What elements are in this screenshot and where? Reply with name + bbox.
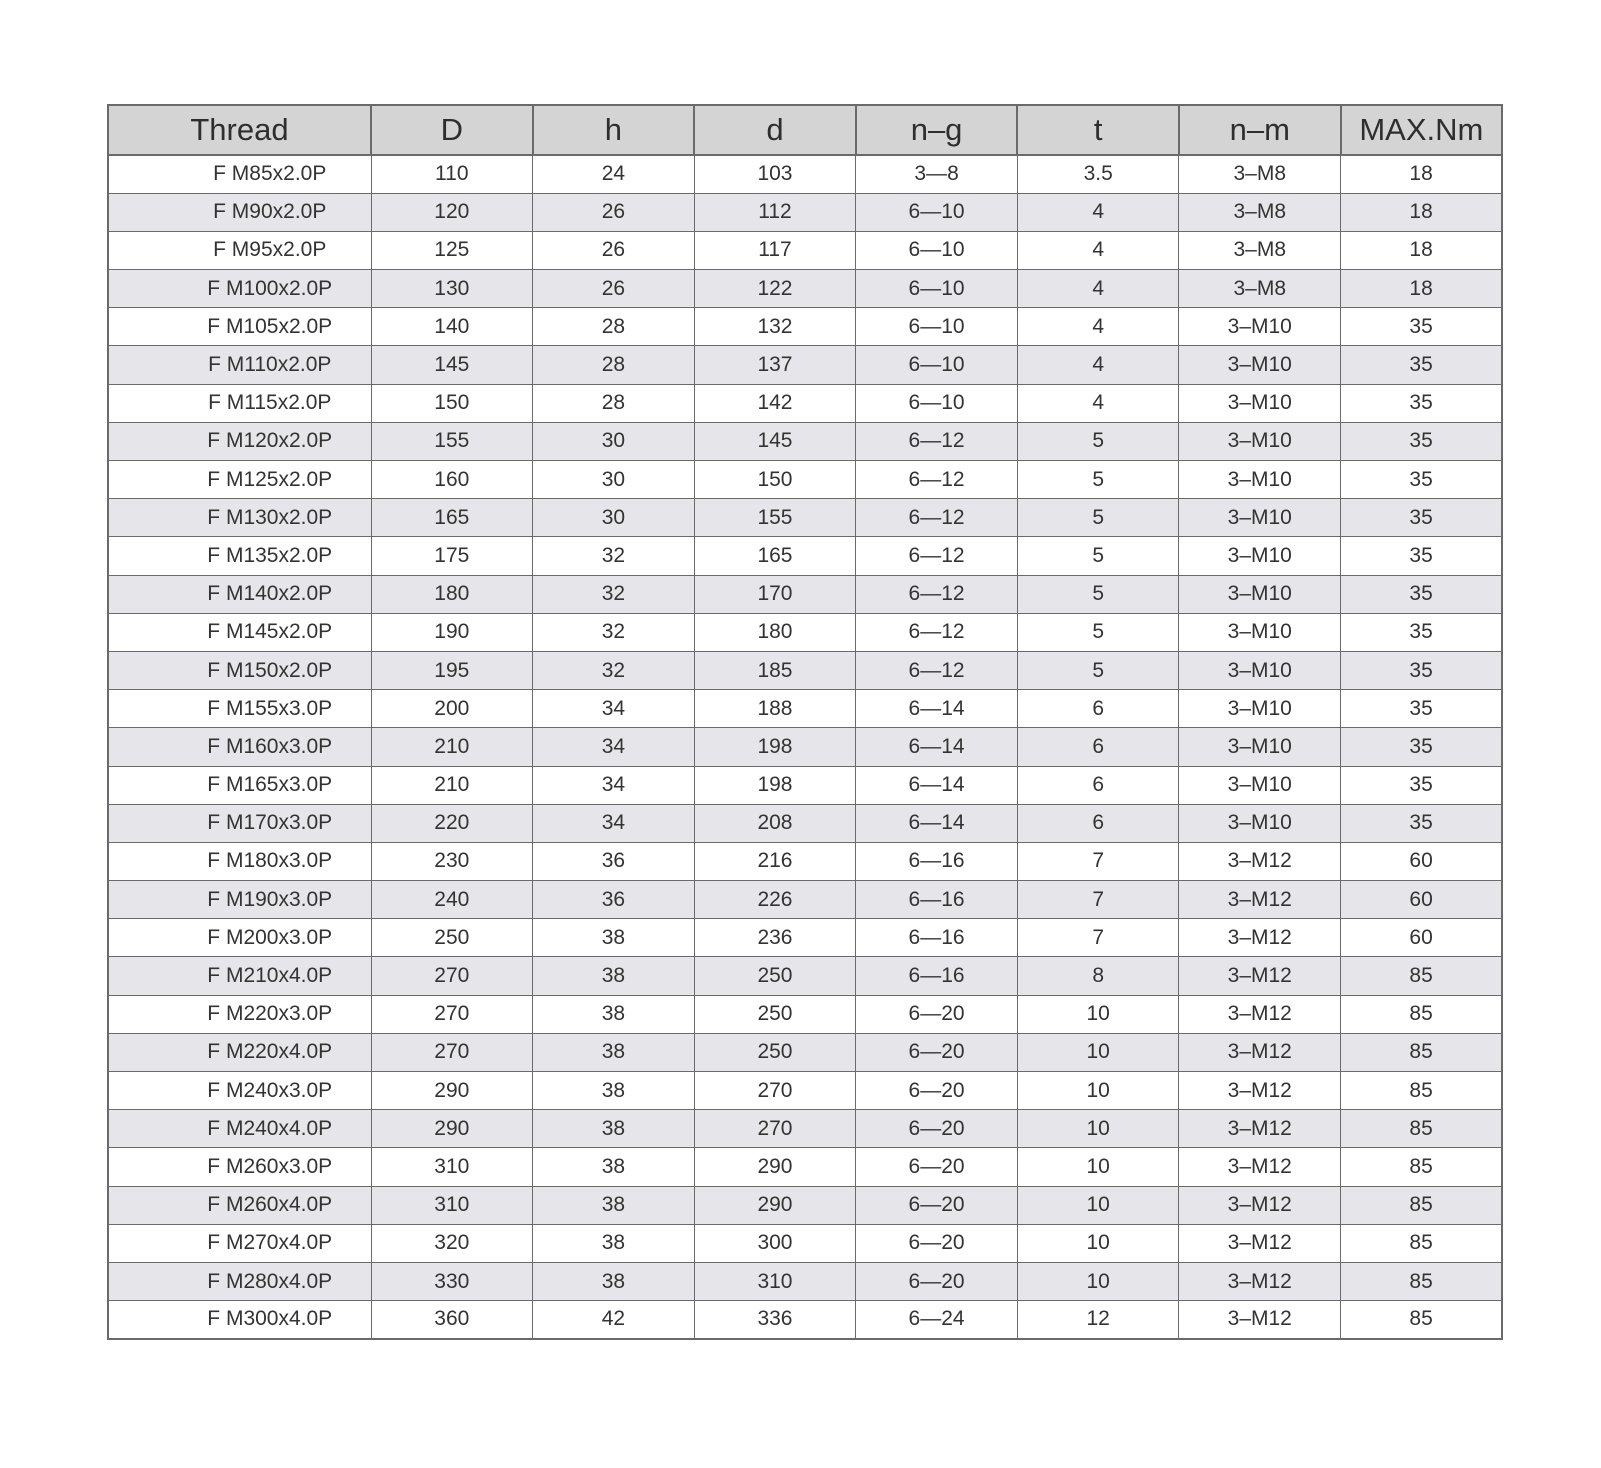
- cell-n-g: 6—14: [856, 804, 1018, 842]
- cell-thread: F M220x4.0P: [108, 1033, 371, 1071]
- cell-t: 5: [1017, 461, 1179, 499]
- cell-d-outer: 160: [371, 461, 533, 499]
- cell-n-g: 3—8: [856, 155, 1018, 193]
- cell-n-m: 3–M12: [1179, 1148, 1341, 1186]
- cell-d-outer: 240: [371, 881, 533, 919]
- cell-n-m: 3–M10: [1179, 613, 1341, 651]
- cell-d-outer: 180: [371, 575, 533, 613]
- cell-thread: F M135x2.0P: [108, 537, 371, 575]
- cell-max-nm: 35: [1341, 308, 1503, 346]
- cell-n-g: 6—12: [856, 575, 1018, 613]
- cell-max-nm: 85: [1341, 1072, 1503, 1110]
- cell-h: 38: [533, 1110, 695, 1148]
- cell-n-m: 3–M12: [1179, 1186, 1341, 1224]
- cell-thread: F M190x3.0P: [108, 881, 371, 919]
- cell-h: 30: [533, 499, 695, 537]
- table-row: [108, 422, 1502, 460]
- cell-n-m: 3–M10: [1179, 575, 1341, 613]
- cell-n-g: 6—14: [856, 728, 1018, 766]
- cell-d-outer: 125: [371, 231, 533, 269]
- cell-d-inner: 198: [694, 728, 856, 766]
- table-row: [108, 613, 1502, 651]
- cell-h: 38: [533, 1186, 695, 1224]
- cell-n-g: 6—20: [856, 1148, 1018, 1186]
- cell-d-inner: 112: [694, 193, 856, 231]
- cell-d-inner: 145: [694, 422, 856, 460]
- cell-thread: F M300x4.0P: [108, 1301, 371, 1339]
- cell-max-nm: 18: [1341, 193, 1503, 231]
- cell-max-nm: 18: [1341, 155, 1503, 193]
- cell-thread: F M160x3.0P: [108, 728, 371, 766]
- cell-n-g: 6—12: [856, 537, 1018, 575]
- cell-h: 32: [533, 575, 695, 613]
- cell-n-m: 3–M12: [1179, 1301, 1341, 1339]
- cell-h: 34: [533, 728, 695, 766]
- cell-n-m: 3–M12: [1179, 1072, 1341, 1110]
- cell-max-nm: 60: [1341, 881, 1503, 919]
- cell-thread: F M85x2.0P: [108, 155, 371, 193]
- cell-h: 36: [533, 881, 695, 919]
- cell-n-g: 6—20: [856, 995, 1018, 1033]
- column-header-d-outer: D: [371, 105, 533, 155]
- cell-d-inner: 250: [694, 995, 856, 1033]
- thread-spec-table: [107, 104, 1503, 1340]
- cell-d-inner: 180: [694, 613, 856, 651]
- cell-t: 5: [1017, 575, 1179, 613]
- cell-t: 4: [1017, 193, 1179, 231]
- cell-h: 38: [533, 1033, 695, 1071]
- cell-t: 10: [1017, 1033, 1179, 1071]
- cell-n-m: 3–M10: [1179, 728, 1341, 766]
- table-row: [108, 1110, 1502, 1148]
- cell-d-inner: 188: [694, 690, 856, 728]
- cell-thread: F M260x3.0P: [108, 1148, 371, 1186]
- cell-n-m: 3–M10: [1179, 461, 1341, 499]
- cell-thread: F M130x2.0P: [108, 499, 371, 537]
- cell-h: 26: [533, 231, 695, 269]
- cell-d-inner: 170: [694, 575, 856, 613]
- cell-thread: F M210x4.0P: [108, 957, 371, 995]
- cell-h: 24: [533, 155, 695, 193]
- cell-n-m: 3–M10: [1179, 766, 1341, 804]
- cell-d-inner: 137: [694, 346, 856, 384]
- cell-thread: F M280x4.0P: [108, 1262, 371, 1300]
- table-row: [108, 804, 1502, 842]
- cell-d-inner: 300: [694, 1224, 856, 1262]
- cell-h: 26: [533, 270, 695, 308]
- cell-n-g: 6—20: [856, 1262, 1018, 1300]
- cell-t: 10: [1017, 995, 1179, 1033]
- cell-max-nm: 35: [1341, 804, 1503, 842]
- cell-n-m: 3–M12: [1179, 1224, 1341, 1262]
- cell-thread: F M240x3.0P: [108, 1072, 371, 1110]
- cell-t: 6: [1017, 766, 1179, 804]
- cell-t: 10: [1017, 1110, 1179, 1148]
- cell-d-inner: 142: [694, 384, 856, 422]
- cell-t: 6: [1017, 690, 1179, 728]
- cell-n-g: 6—20: [856, 1110, 1018, 1148]
- table-row: [108, 499, 1502, 537]
- cell-h: 38: [533, 957, 695, 995]
- cell-n-g: 6—16: [856, 919, 1018, 957]
- cell-thread: F M145x2.0P: [108, 613, 371, 651]
- cell-n-m: 3–M10: [1179, 308, 1341, 346]
- cell-n-g: 6—12: [856, 422, 1018, 460]
- cell-d-outer: 190: [371, 613, 533, 651]
- cell-d-inner: 336: [694, 1301, 856, 1339]
- cell-h: 38: [533, 1148, 695, 1186]
- cell-max-nm: 18: [1341, 231, 1503, 269]
- cell-h: 28: [533, 346, 695, 384]
- cell-d-inner: 155: [694, 499, 856, 537]
- cell-n-m: 3–M12: [1179, 957, 1341, 995]
- cell-d-outer: 140: [371, 308, 533, 346]
- cell-thread: F M170x3.0P: [108, 804, 371, 842]
- cell-d-inner: 132: [694, 308, 856, 346]
- cell-d-inner: 103: [694, 155, 856, 193]
- cell-t: 3.5: [1017, 155, 1179, 193]
- cell-max-nm: 35: [1341, 422, 1503, 460]
- cell-n-g: 6—16: [856, 842, 1018, 880]
- cell-thread: F M110x2.0P: [108, 346, 371, 384]
- cell-d-outer: 165: [371, 499, 533, 537]
- cell-t: 6: [1017, 804, 1179, 842]
- cell-n-g: 6—16: [856, 957, 1018, 995]
- cell-thread: F M95x2.0P: [108, 231, 371, 269]
- cell-n-m: 3–M10: [1179, 537, 1341, 575]
- cell-h: 38: [533, 1072, 695, 1110]
- table-row: [108, 1262, 1502, 1300]
- cell-d-outer: 270: [371, 957, 533, 995]
- table-row: [108, 842, 1502, 880]
- column-header-thread: Thread: [108, 105, 371, 155]
- cell-max-nm: 35: [1341, 651, 1503, 689]
- table-row: [108, 1186, 1502, 1224]
- cell-d-outer: 210: [371, 728, 533, 766]
- table-row: [108, 270, 1502, 308]
- table-row: [108, 881, 1502, 919]
- cell-h: 34: [533, 804, 695, 842]
- table-row: [108, 1148, 1502, 1186]
- cell-n-g: 6—20: [856, 1186, 1018, 1224]
- header-row: [108, 105, 1502, 155]
- cell-max-nm: 35: [1341, 613, 1503, 651]
- cell-thread: F M105x2.0P: [108, 308, 371, 346]
- cell-d-inner: 270: [694, 1110, 856, 1148]
- cell-d-inner: 185: [694, 651, 856, 689]
- table-row: [108, 193, 1502, 231]
- cell-t: 6: [1017, 728, 1179, 766]
- cell-thread: F M100x2.0P: [108, 270, 371, 308]
- table-row: [108, 1224, 1502, 1262]
- cell-d-outer: 220: [371, 804, 533, 842]
- cell-n-g: 6—12: [856, 461, 1018, 499]
- cell-t: 4: [1017, 231, 1179, 269]
- table-row: [108, 1033, 1502, 1071]
- cell-h: 38: [533, 1224, 695, 1262]
- cell-d-outer: 210: [371, 766, 533, 804]
- cell-n-m: 3–M10: [1179, 651, 1341, 689]
- cell-h: 38: [533, 995, 695, 1033]
- cell-thread: F M240x4.0P: [108, 1110, 371, 1148]
- cell-d-inner: 150: [694, 461, 856, 499]
- column-header-d-inner: d: [694, 105, 856, 155]
- cell-max-nm: 85: [1341, 1301, 1503, 1339]
- cell-h: 30: [533, 461, 695, 499]
- cell-thread: F M180x3.0P: [108, 842, 371, 880]
- cell-t: 5: [1017, 422, 1179, 460]
- cell-h: 36: [533, 842, 695, 880]
- cell-n-g: 6—10: [856, 384, 1018, 422]
- cell-h: 34: [533, 766, 695, 804]
- cell-n-m: 3–M10: [1179, 499, 1341, 537]
- cell-n-m: 3–M12: [1179, 842, 1341, 880]
- cell-d-outer: 195: [371, 651, 533, 689]
- cell-t: 4: [1017, 270, 1179, 308]
- cell-thread: F M115x2.0P: [108, 384, 371, 422]
- cell-d-outer: 290: [371, 1110, 533, 1148]
- cell-n-g: 6—20: [856, 1224, 1018, 1262]
- cell-t: 10: [1017, 1148, 1179, 1186]
- cell-n-m: 3–M10: [1179, 384, 1341, 422]
- column-header-n-m: n–m: [1179, 105, 1341, 155]
- cell-d-inner: 165: [694, 537, 856, 575]
- cell-h: 32: [533, 613, 695, 651]
- cell-t: 5: [1017, 651, 1179, 689]
- column-header-t: t: [1017, 105, 1179, 155]
- cell-n-g: 6—10: [856, 231, 1018, 269]
- cell-n-m: 3–M12: [1179, 1110, 1341, 1148]
- cell-n-m: 3–M12: [1179, 919, 1341, 957]
- cell-d-inner: 290: [694, 1186, 856, 1224]
- cell-h: 38: [533, 1262, 695, 1300]
- cell-d-outer: 130: [371, 270, 533, 308]
- cell-n-g: 6—10: [856, 308, 1018, 346]
- cell-h: 28: [533, 308, 695, 346]
- cell-max-nm: 85: [1341, 957, 1503, 995]
- cell-thread: F M125x2.0P: [108, 461, 371, 499]
- cell-thread: F M90x2.0P: [108, 193, 371, 231]
- cell-n-m: 3–M10: [1179, 690, 1341, 728]
- cell-d-outer: 310: [371, 1186, 533, 1224]
- cell-d-inner: 208: [694, 804, 856, 842]
- cell-n-m: 3–M10: [1179, 422, 1341, 460]
- cell-thread: F M200x3.0P: [108, 919, 371, 957]
- cell-thread: F M150x2.0P: [108, 651, 371, 689]
- column-header-h: h: [533, 105, 695, 155]
- cell-t: 7: [1017, 881, 1179, 919]
- cell-max-nm: 60: [1341, 919, 1503, 957]
- cell-n-g: 6—12: [856, 651, 1018, 689]
- cell-n-g: 6—14: [856, 690, 1018, 728]
- table-row: [108, 461, 1502, 499]
- cell-h: 26: [533, 193, 695, 231]
- cell-d-outer: 360: [371, 1301, 533, 1339]
- cell-thread: F M155x3.0P: [108, 690, 371, 728]
- cell-h: 32: [533, 651, 695, 689]
- cell-d-inner: 122: [694, 270, 856, 308]
- cell-n-g: 6—20: [856, 1072, 1018, 1110]
- cell-thread: F M140x2.0P: [108, 575, 371, 613]
- cell-d-outer: 200: [371, 690, 533, 728]
- cell-d-outer: 230: [371, 842, 533, 880]
- cell-n-m: 3–M12: [1179, 1262, 1341, 1300]
- table-row: [108, 957, 1502, 995]
- cell-max-nm: 60: [1341, 842, 1503, 880]
- cell-n-m: 3–M12: [1179, 1033, 1341, 1071]
- cell-d-inner: 270: [694, 1072, 856, 1110]
- cell-n-m: 3–M10: [1179, 804, 1341, 842]
- cell-d-inner: 310: [694, 1262, 856, 1300]
- cell-n-m: 3–M8: [1179, 193, 1341, 231]
- cell-n-g: 6—10: [856, 270, 1018, 308]
- cell-n-m: 3–M8: [1179, 231, 1341, 269]
- cell-n-g: 6—14: [856, 766, 1018, 804]
- cell-max-nm: 85: [1341, 1224, 1503, 1262]
- cell-n-g: 6—10: [856, 346, 1018, 384]
- cell-max-nm: 85: [1341, 1186, 1503, 1224]
- cell-t: 5: [1017, 613, 1179, 651]
- cell-t: 10: [1017, 1186, 1179, 1224]
- cell-h: 38: [533, 919, 695, 957]
- cell-n-m: 3–M12: [1179, 995, 1341, 1033]
- cell-t: 10: [1017, 1262, 1179, 1300]
- cell-max-nm: 35: [1341, 728, 1503, 766]
- column-header-max-nm: MAX.Nm: [1341, 105, 1503, 155]
- cell-h: 28: [533, 384, 695, 422]
- cell-d-outer: 270: [371, 995, 533, 1033]
- cell-d-outer: 145: [371, 346, 533, 384]
- cell-thread: F M220x3.0P: [108, 995, 371, 1033]
- table-row: [108, 308, 1502, 346]
- cell-d-inner: 198: [694, 766, 856, 804]
- cell-max-nm: 35: [1341, 346, 1503, 384]
- cell-h: 32: [533, 537, 695, 575]
- cell-d-outer: 320: [371, 1224, 533, 1262]
- cell-n-g: 6—24: [856, 1301, 1018, 1339]
- table-row: [108, 384, 1502, 422]
- cell-t: 4: [1017, 308, 1179, 346]
- cell-max-nm: 85: [1341, 995, 1503, 1033]
- cell-h: 34: [533, 690, 695, 728]
- cell-t: 8: [1017, 957, 1179, 995]
- cell-d-inner: 236: [694, 919, 856, 957]
- cell-t: 7: [1017, 919, 1179, 957]
- cell-max-nm: 85: [1341, 1262, 1503, 1300]
- cell-t: 5: [1017, 537, 1179, 575]
- cell-max-nm: 35: [1341, 690, 1503, 728]
- table-row: [108, 651, 1502, 689]
- cell-t: 10: [1017, 1224, 1179, 1262]
- cell-d-outer: 310: [371, 1148, 533, 1186]
- cell-max-nm: 85: [1341, 1148, 1503, 1186]
- table-row: [108, 537, 1502, 575]
- cell-t: 4: [1017, 346, 1179, 384]
- cell-thread: F M260x4.0P: [108, 1186, 371, 1224]
- cell-max-nm: 35: [1341, 461, 1503, 499]
- cell-n-m: 3–M10: [1179, 346, 1341, 384]
- cell-d-outer: 175: [371, 537, 533, 575]
- table-row: [108, 1301, 1502, 1339]
- table-body: [108, 155, 1502, 1339]
- cell-t: 7: [1017, 842, 1179, 880]
- cell-d-outer: 290: [371, 1072, 533, 1110]
- cell-max-nm: 85: [1341, 1110, 1503, 1148]
- table-row: [108, 1072, 1502, 1110]
- cell-max-nm: 85: [1341, 1033, 1503, 1071]
- cell-t: 10: [1017, 1072, 1179, 1110]
- cell-max-nm: 18: [1341, 270, 1503, 308]
- cell-d-inner: 250: [694, 1033, 856, 1071]
- table-row: [108, 919, 1502, 957]
- cell-n-m: 3–M8: [1179, 155, 1341, 193]
- cell-n-g: 6—20: [856, 1033, 1018, 1071]
- cell-d-inner: 216: [694, 842, 856, 880]
- cell-n-m: 3–M8: [1179, 270, 1341, 308]
- table-row: [108, 690, 1502, 728]
- table-row: [108, 231, 1502, 269]
- table-header: [108, 105, 1502, 155]
- cell-d-outer: 120: [371, 193, 533, 231]
- cell-thread: F M165x3.0P: [108, 766, 371, 804]
- cell-d-outer: 150: [371, 384, 533, 422]
- cell-d-outer: 250: [371, 919, 533, 957]
- table-row: [108, 728, 1502, 766]
- cell-t: 5: [1017, 499, 1179, 537]
- cell-h: 42: [533, 1301, 695, 1339]
- cell-d-inner: 117: [694, 231, 856, 269]
- cell-d-inner: 290: [694, 1148, 856, 1186]
- cell-t: 4: [1017, 384, 1179, 422]
- cell-t: 12: [1017, 1301, 1179, 1339]
- cell-d-outer: 110: [371, 155, 533, 193]
- table-row: [108, 155, 1502, 193]
- cell-d-outer: 330: [371, 1262, 533, 1300]
- cell-d-outer: 270: [371, 1033, 533, 1071]
- cell-n-g: 6—12: [856, 499, 1018, 537]
- column-header-n-g: n–g: [856, 105, 1018, 155]
- table-row: [108, 766, 1502, 804]
- cell-n-g: 6—10: [856, 193, 1018, 231]
- cell-n-g: 6—16: [856, 881, 1018, 919]
- cell-d-inner: 226: [694, 881, 856, 919]
- cell-max-nm: 35: [1341, 384, 1503, 422]
- cell-thread: F M120x2.0P: [108, 422, 371, 460]
- cell-h: 30: [533, 422, 695, 460]
- table-row: [108, 995, 1502, 1033]
- cell-n-g: 6—12: [856, 613, 1018, 651]
- cell-d-inner: 250: [694, 957, 856, 995]
- table-row: [108, 575, 1502, 613]
- cell-n-m: 3–M12: [1179, 881, 1341, 919]
- cell-max-nm: 35: [1341, 575, 1503, 613]
- cell-max-nm: 35: [1341, 766, 1503, 804]
- cell-max-nm: 35: [1341, 537, 1503, 575]
- cell-thread: F M270x4.0P: [108, 1224, 371, 1262]
- table-row: [108, 346, 1502, 384]
- cell-d-outer: 155: [371, 422, 533, 460]
- cell-max-nm: 35: [1341, 499, 1503, 537]
